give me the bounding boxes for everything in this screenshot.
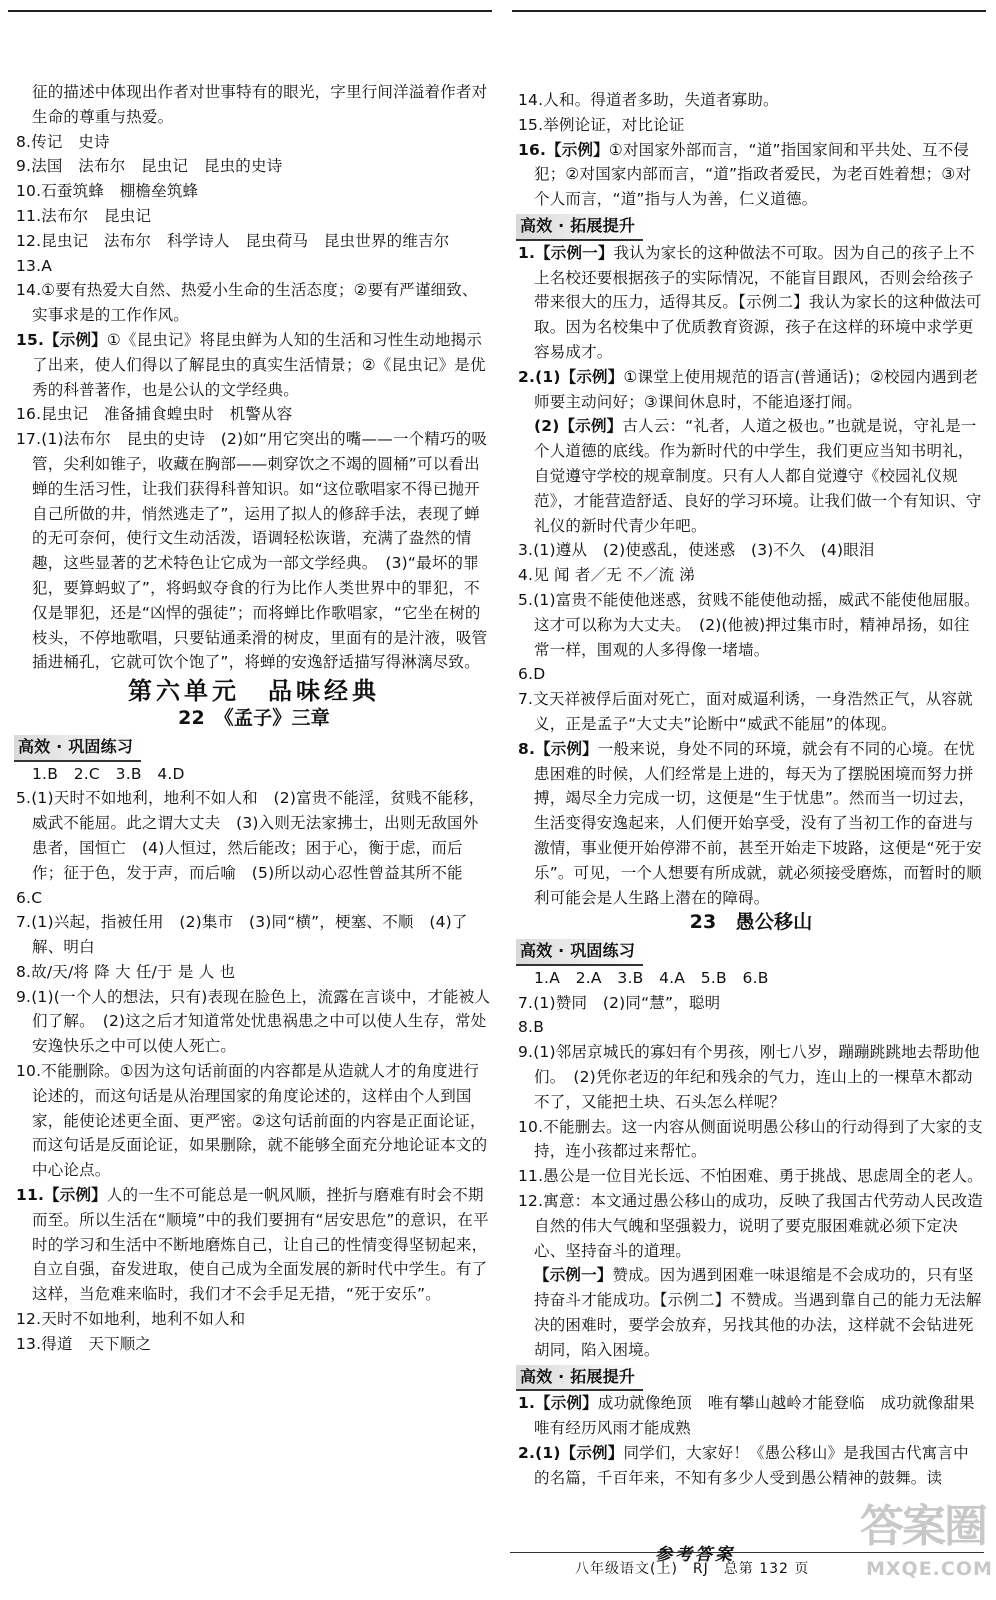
answer-text: 同学们，大家好！《愚公移山》是我国古代寓言中的名篇，千百年来，不知有多少人受到愚公精神的鼓舞。读 (534, 1444, 969, 1487)
answer-tag: 2.(1)【示例】 (518, 1444, 624, 1463)
answer-item (16, 427, 492, 675)
right-column (518, 88, 991, 1491)
left-column (16, 80, 492, 1357)
footer-title: 参考答案 (655, 1545, 735, 1565)
answer-item (518, 1115, 984, 1165)
answer-item (16, 328, 492, 402)
answer-item (518, 113, 984, 138)
answer-text: 征的描述中体现出作者对世事特有的眼光，字里行间洋溢着作者对生命的尊重与热爱。 (32, 83, 488, 126)
answer-item (16, 1332, 492, 1357)
answer-item (518, 1189, 984, 1263)
answer-text: 成功就像绝顶 唯有攀山越岭才能登临 成功就像甜果 唯有经历风雨才能成熟 (534, 1394, 991, 1438)
answer-text: 12.昆虫记 法布尔 科学诗人 昆虫荷马 昆虫世界的维吉尔 (16, 231, 450, 250)
answer-item (16, 229, 492, 254)
answer-text: 17.(1)法布尔 昆虫的史诗 (2)如“用它突出的嘴——一个精巧的吸管，尖利如锥子，收藏在胸部——刺穿饮之不竭的圆桶”可以看出蝉的生活习性，让我们获得科普知识。如“这位歌唱家不得已抛开自己所做的井，悄然逃走了”，运用了拟人的修辞手法，表现了蝉的无可奈何，使行文生动活泼，语调轻松诙谐，充满了盎然的情趣，这些显著的艺术特色让它成为一部文学经典。 (3)“最坏的罪犯，要算蚂蚁了”，将蚂蚁夺食的行为比作人类世界中的罪犯，不仅是罪犯，还是“凶悍的强徒”；而将蝉比作歌唱家，“它坐在树的枝头，不停地歌唱，只要钻通柔滑的树皮，里面有的是汁液，吸管插进桶孔，它就可饮个饱了”，将蝉的安逸舒适描写得淋漓尽致。 (16, 430, 488, 672)
answer-item (518, 563, 984, 588)
answer-item (518, 737, 984, 911)
answer-text: 9.法国 法布尔 昆虫记 昆虫的史诗 (16, 157, 283, 176)
answer-tag: 1.【示例】 (518, 1394, 598, 1413)
right-items-after (518, 966, 984, 1363)
answer-text: 13.得道 天下顺之 (16, 1334, 152, 1353)
answer-item (16, 762, 492, 787)
watermark-text: 答案圈 (860, 1501, 986, 1552)
answer-item (16, 254, 492, 279)
answer-text: 14.人和。得道者多助，失道者寡助。 (518, 91, 779, 109)
answer-text: 古人云：“礼者，人道之极也。”也就是说，守礼是一个人道德的底线。作为新时代的中学生，我们更应当知书明礼，自觉遵守学校的规章制度。只有人人都自觉遵守《校园礼仪规范》，才能营造舒适、良好的学习环境。让我们做一个有知识、守礼仪的新时代青少年吧。 (534, 417, 982, 535)
answer-text: 16.昆虫记 准备捕食蝗虫时 机警从容 (16, 405, 293, 424)
answer-text: 5.(1)天时不如地利，地利不如人和 (2)富贵不能淫，贫贱不能移，威武不能屈。此之谓大丈夫 (3)入则无法家拂士，出则无敌国外患者，国恒亡 (4)人恒过，然后能改；困于心，衡于虑，而后作；征于色，发于声，而后喻 (5)所以动心忍性曾益其所不能 (16, 789, 485, 882)
answer-text: 7.文天祥被俘后面对死亡，面对威逼利诱，一身浩然正气，从容就义，正是孟子“大丈夫”论断中“威武不能屈”的体现。 (518, 690, 973, 733)
answer-text: ①对国家外部而言，“道”指国家间和平共处、互不侵犯；②对国家内部而言，“道”指政者爱民，为老百姓着想；③对个人而言，“道”指与人为善，仁义道德。 (534, 140, 972, 209)
answer-text: 1.B 2.C 3.B 4.D (32, 764, 185, 783)
answer-text: ①《昆虫记》将昆虫鲜为人知的生活和习性生动地揭示了出来，使人们得以了解昆虫的真实生活情景；②《昆虫记》是优秀的科普著作，也是公认的文学经典。 (32, 330, 486, 399)
answer-item (16, 1183, 492, 1307)
answer-item (16, 985, 492, 1059)
answer-text: 10.不能删除。①因为这句话前面的内容都是从造就人才的角度进行论述的，而这句话是从治理国家的角度论述的，这样由个人到国家，能使论述更全面、更严密。②这句话前面的内容是正面论证，而这句话是反面论证，如果删除，就不能够全面充分地论证本文的中心论点。 (16, 1062, 488, 1180)
answer-text: 15.举例论证，对比论证 (518, 115, 685, 134)
answer-item (518, 588, 984, 662)
right-items-end (518, 1391, 991, 1490)
top-rule-right (512, 10, 986, 12)
answer-text: 13.A (16, 256, 53, 275)
answer-item (16, 960, 492, 985)
answer-tag: 11.【示例】 (16, 1186, 107, 1205)
answer-text: 8.B (518, 1018, 545, 1037)
left-items-before (16, 80, 492, 675)
answer-tag: 2.(1)【示例】 (518, 367, 624, 386)
section-heading-consolidation: 高效 · 巩固练习 (14, 735, 141, 762)
watermark-url: MXQE.COM (866, 1558, 993, 1580)
answer-item (518, 88, 984, 113)
answer-item (518, 662, 984, 687)
answer-item (518, 1263, 984, 1362)
answer-text: 3.(1)遵从 (2)使惑乱，使迷惑 (3)不久 (4)眼泪 (518, 541, 875, 560)
answer-text: 10.石蚕筑蜂 棚檐垒筑蜂 (16, 182, 199, 201)
answer-item (16, 80, 492, 130)
answer-text: 9.(1)(一个人的想法，只有)表现在脸色上，流露在言谈中，才能被人们了解。 (2)这之后才知道常处忧患祸患之中可以使人生存，常处安逸快乐之中可以使人死亡。 (16, 987, 491, 1056)
answer-item (518, 1040, 984, 1114)
answer-tag: 16.【示例】 (518, 140, 609, 159)
right-items-before (518, 88, 984, 212)
answer-item (16, 786, 492, 885)
answer-item (518, 1015, 984, 1040)
answer-text: 人的一生不可能总是一帆风顺，挫折与磨难有时会不期而至。所以生活在“顺境”中的我们要拥有“居安思危”的意识，在平时的学习和生活中不断地磨炼自己，让自己的性情变得坚韧起来，自立自强，奋发进取，使自己成为全面发展的新时代中学生。有了这样，当危难来临时，我们才不会手足无措，“死于安乐”。 (32, 1186, 489, 1304)
top-rule-left (8, 10, 492, 12)
section-heading-extension: 高效 · 拓展提升 (516, 214, 643, 241)
answer-text: 11.愚公是一位目光长远、不怕困难、勇于挑战、思虑周全的老人。 (518, 1167, 983, 1186)
answer-text: 9.(1)邻居京城氏的寡妇有个男孩，刚七八岁，蹦蹦跳跳地去帮助他们。 (2)凭你老迈的年纪和残余的气力，连山上的一棵草木都动不了，又能把土块、石头怎么样呢？ (518, 1043, 980, 1111)
answer-item (16, 402, 492, 427)
answer-text: 6.D (518, 665, 546, 684)
answer-item (518, 365, 984, 415)
lesson-22-title: 22 《孟子》三章 (178, 706, 330, 729)
answer-item (518, 1391, 991, 1441)
answer-item (16, 130, 492, 155)
answer-item (518, 414, 984, 538)
answer-text: 赞成。因为遇到困难一味退缩是不会成功的，只有坚持奋斗才能成功。【示例二】不赞成。当遇到靠自己的能力无法解决的困难时，要学会放弃，另找其他的办法，这样就不会钻进死胡同，陷入困境。 (534, 1266, 982, 1359)
answer-item (16, 179, 492, 204)
answer-item (16, 1307, 492, 1332)
watermark-logo (860, 1490, 993, 1590)
answer-tag: 【示例一】 (534, 1266, 613, 1285)
answer-item (518, 538, 984, 563)
answer-item (16, 204, 492, 229)
answer-item (16, 154, 492, 179)
page-footer (0, 1540, 996, 1580)
answer-text: 7.(1)赞同 (2)同“慧”，聪明 (518, 993, 721, 1012)
answer-item (16, 1059, 492, 1183)
answer-item (518, 241, 984, 365)
lesson-23-title: 23 愚公移山 (689, 911, 813, 934)
answer-text: 7.(1)兴起，指被任用 (2)集市 (3)同“横”，梗塞、不顺 (4)了解、明白 (16, 913, 468, 957)
answer-text: 5.(1)富贵不能使他迷惑，贫贱不能使他动摇，威武不能使他屈服。这才可以称为大丈夫。 (2)(他被)押过集市时，精神昂扬，如往常一样，围观的人多得像一堵墙。 (518, 590, 980, 659)
answer-text: 4.见 闻 者／无 不／流 涕 (518, 566, 695, 585)
answer-item (518, 1164, 984, 1189)
unit-title: 第六单元 品味经典 (128, 677, 380, 706)
right-items-mid (518, 241, 984, 911)
answer-text: 12.天时不如地利，地利不如人和 (16, 1310, 246, 1329)
answer-tag: 1.【示例一】 (518, 243, 614, 262)
answer-text: 11.法布尔 昆虫记 (16, 206, 152, 225)
answer-text: ①课堂上使用规范的语言(普通话)；②校园内遇到老师要主动问好；③课间休息时，不能追逐打闹。 (534, 367, 979, 411)
answer-text: 1.A 2.A 3.B 4.A 5.B 6.B (534, 968, 769, 987)
answer-text: 一般来说，身处不同的环境，就会有不同的心境。在忧患困难的时候，人们经常是上进的，每天为了摆脱困境而努力拼搏，竭尽全力完成一切，这便是“生于忧患”。然而当一切过去，生活变得安逸起来，人们便开始享受，没有了当初工作的奋进与激情，事业便开始停滞不前，甚至开始走下坡路，这便是“死于安乐”。可见，一个人想要有所成就，就必须接受磨炼，而暂时的顺利可能会是人生路上潜在的障碍。 (534, 739, 982, 907)
answer-text: 10.不能删去。这一内容从侧面说明愚公移山的行动得到了大家的支持，连小孩都过来帮忙。 (518, 1117, 983, 1161)
answer-item (518, 966, 984, 991)
answer-tag: 15.【示例】 (16, 330, 107, 349)
section-heading-consolidation-2: 高效 · 巩固练习 (516, 939, 643, 966)
answer-text: 我认为家长的这种做法不可取。因为自己的孩子上不上名校还要根据孩子的实际情况，不能盲目跟风，否则会给孩子带来很大的压力，适得其反。【示例二】我认为家长的这种做法可取。因为名校集中了优质教育资源，孩子在这样的环境中求学更容易成才。 (534, 243, 982, 361)
section-heading-extension-2: 高效 · 拓展提升 (516, 1365, 643, 1392)
answer-item (16, 886, 492, 911)
answer-text: 6.C (16, 888, 43, 907)
answer-text: 12.寓意：本文通过愚公移山的成功，反映了我国古代劳动人民改造自然的伟大气魄和坚强毅力，说明了要克服困难就必须下定决心、坚持奋斗的道理。 (518, 1192, 983, 1260)
answer-tag: 8.【示例】 (518, 739, 598, 758)
answer-tag: (2)【示例】 (534, 417, 623, 436)
answer-item (518, 991, 984, 1016)
answer-item (518, 1441, 984, 1491)
answer-text: 8.故/天/将 降 大 任/于 是 人 也 (16, 962, 236, 981)
answer-item (16, 278, 492, 328)
answer-text: 14.①要有热爱大自然、热爱小生命的生活态度；②要有严谨细致、实事求是的工作作风。 (16, 281, 478, 325)
footer-page-info: 八年级语文(上) RJ 总第 132 页 (575, 1561, 810, 1577)
left-items-after (16, 762, 492, 1357)
answer-text: 8.传记 史诗 (16, 132, 110, 151)
answer-item (518, 138, 984, 212)
answer-item (518, 687, 984, 737)
answer-item (16, 910, 492, 960)
